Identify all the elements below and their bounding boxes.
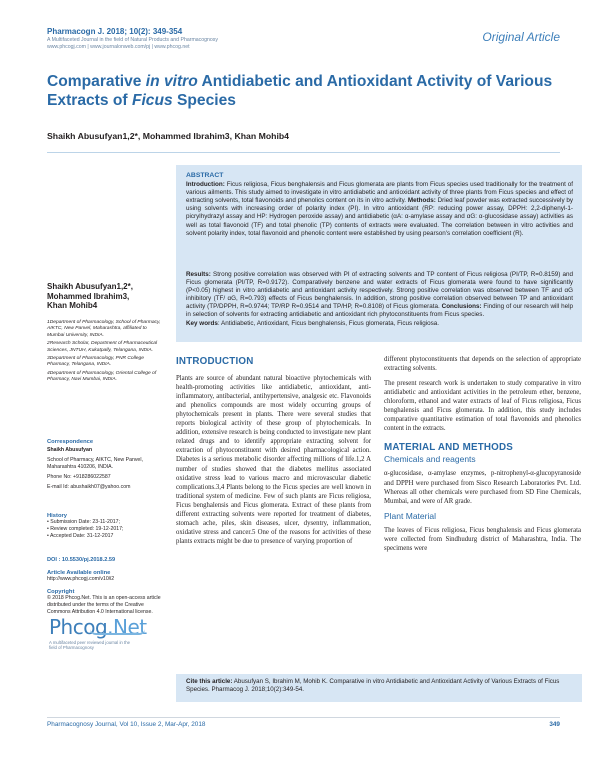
journal-websites[interactable]: www.phcogj.com | www.journalonweb.com/pj | www.phcog.net — [47, 44, 190, 50]
correspondence-email[interactable]: E-mail Id: abushaikh07@yahoo.com — [47, 483, 131, 490]
chemicals-subheading: Chemicals and reagents — [384, 454, 476, 465]
methods-paragraph: α-glucosidase, α-amylase enzymes, p-nitrophenyl-α-glucopyranoside and DPPH were purchased from Sisco Research Laboratories Pvt. Ltd. Whereas all other chemicals were purchased from SD Fine Chemicals, Mumbai, and were of AR grade. — [384, 470, 581, 505]
title-divider — [47, 152, 560, 153]
abstract-box-top — [176, 165, 582, 271]
introduction-paragraph: The present research work is undertaken to study comparative in vitro antidiabetic and antioxidant activities in the petroleum ether, benzene, chloroform, ethanol and water extracts of leaf of Ficus religiosa, Ficus benghalensis and Ficus glomerata. In addition, this study includes comparative quantitative estimation of total flavonoids and phenolics content in the extracts. — [384, 380, 581, 433]
logo-wordmark: Phcog.Net — [49, 615, 147, 639]
keywords-label: Key words — [186, 319, 218, 327]
abstract-conclusions-label: Conclusions: — [441, 303, 482, 311]
correspondence-name: Shaikh Abusufyan — [47, 447, 93, 453]
abstract-conclusions: Finding of our research will help in selection of solvents for extracting antidiabetic and antioxidant rich phytoconstituents from Ficus species. — [186, 303, 574, 319]
methods-heading: MATERIAL AND METHODS — [384, 442, 513, 454]
history-heading: History — [47, 513, 67, 519]
introduction-paragraph: Plants are source of abundant natural bioactive phytochemicals with health-promoting activities like antidiabetic, antioxidant, anti-inflammatory, antibacterial, antihypertensive, analgesic etc. Flavonoids and phenolics compounds are most widely occurring groups of phytochemicals present in plants. There were several studies that reports biological activity of these group of phytochemicals. In addition, extensive research is being conducted to investigate new plant related drugs and to identify appropriate extracting solvent for extraction of phytoconstituent with desired pharmacological action. Diabetes is a serious metabolic disorder affecting millions of life.1,2 A number of studies showed that the diabetes mellitus associated oxidative stress lead to various macro and microvascular diabetic complications.3,4 Plants belong to the Ficus species are well known in traditional system of medicine. Few of such plants are Ficus religiosa, Ficus benghalensis and Ficus glomerata. Extract of these plants from different extracting solvents were reported for treatment of diabetes, stomach ache, piles, skin diseases, ulcer, dysentry, inflammation, oxidative stress and cancer.5 One of the reasons for activities of these plants extracts might be due to presence of varying proportion of — [176, 375, 371, 545]
affiliations — [47, 320, 165, 386]
affiliation: 1Department of Pharmacology, School of Pharmacy, AIKTC, New Panvel, Maharashtra, affiliated to Mumbai University, INDIA. — [47, 320, 161, 338]
abstract-intro: Ficus religiosa, Ficus benghalensis and Ficus glomerata are plants from Ficus species used traditionally for the treatment of various ailments. This study aimed to investigate in vitro antidiabetic and antioxidant activity of three plants from Ficus species and effect of extracting solvents, total flavonoids and phenolics content on its in vitro activity. — [186, 181, 573, 205]
logo-swoosh-icon — [90, 629, 145, 635]
author-line: Shaikh Abusufyan1,2*, Mohammed Ibrahim3, Khan Mohib4 — [47, 131, 290, 141]
cite-this-article-box — [176, 674, 582, 702]
history-item: • Submission Date: 23-11-2017; — [47, 519, 120, 525]
column-right — [384, 355, 581, 559]
footer-journal-issue: Pharmacognosy Journal, Vol 10, Issue 2, Mar-Apr, 2018 — [47, 721, 206, 728]
cite-label: Cite this article: — [186, 678, 233, 685]
phcog-net-logo — [49, 615, 147, 655]
journal-header — [47, 27, 377, 51]
abstract-results: Strong positive correlation was observed with PI of extracting solvents and TP content of Ficus religiosa (PI/TP, R=0.8159) and Ficus glomerata (PI/TP, R=0.9172). Comparatively benzene and water extracts of Ficus glomerata were found to have significantly (P<0.05) highest in vitro antidiabetic and antioxidant activity respectively. Strong positive correlation was observed between TF and αG inhibitory (TF/ αG, R=0.793) effects of Ficus benghalensis. In addition, strong positive correlation observed between TP and antioxidant activity (TP/DPPH, R=0.9744; TP/RP R=0.9514 and TP/HP, R=0.8108) of Ficus glomerata. — [186, 271, 573, 311]
sidebar-author: Khan Mohib4 — [47, 301, 98, 311]
logo-tagline: A multifaceted peer reviewed journal in the field of Pharmacognosy — [49, 640, 130, 650]
copyright-text: © 2018 Phcog.Net. This is an open-access article distributed under the terms of the Creative Commons Attribution 4.0 International license. — [47, 594, 161, 615]
abstract-heading: ABSTRACT — [186, 172, 224, 179]
article-online-heading: Article Available online — [47, 569, 111, 576]
plant-material-subheading: Plant Material — [384, 510, 436, 521]
journal-citation: Pharmacogn J. 2018; 10(2): 349-354 — [47, 27, 183, 36]
correspondence-heading: Correspondence — [47, 439, 94, 445]
introduction-paragraph: different phytoconstituents that depends on the selection of appropriate extracting solvents. — [384, 356, 581, 373]
history-item: • Review completed: 19-12-2017; — [47, 525, 124, 532]
affiliation: 4Department of Pharmacology, Oriental College of Pharmacy, Navi Mumbai, INDIA. — [47, 370, 157, 383]
history-item: • Accepted Date: 31-12-2017 — [47, 532, 114, 539]
doi[interactable]: DOI : 10.5530/pj.2018.2.59 — [47, 557, 116, 563]
journal-subtitle: A Multifaceted Journal in the field of Natural Products and Pharmacognosy — [47, 37, 218, 43]
page-footer — [47, 717, 560, 731]
copyright-heading: Copyright — [47, 588, 75, 595]
sidebar-author: Shaikh Abusufyan1,2*, — [47, 282, 133, 291]
sidebar-author: Mohammed Ibrahim3, — [47, 291, 130, 301]
correspondence-block — [47, 439, 165, 491]
correspondence-address: School of Pharmacy, AIKTC, New Panvel, Maharashtra 410206, INDIA. — [47, 456, 143, 470]
sidebar-author-names — [47, 282, 172, 311]
introduction-heading: INTRODUCTION — [176, 356, 254, 367]
column-introduction — [176, 357, 371, 552]
doi-block — [47, 557, 165, 616]
abstract-methods: Dried leaf powder was extracted successively by using solvents with increasing order of polarity index (PI). In vitro antioxidant (RP: reducing power assay, DPPH: 2,2-diphenyl-1-picrylhydrazyl assay and HP: Hydrogen peroxide assay) and antidiabetic (αA: α-amylase assay and αG: α-glucosidase assay) activities as well as total flavonoid (TF) and total phenolic (TP) contents of extracts were evaluated. The correlation between in vitro activities and solvent polarity index, total flavonoid and phenolic content were established by using pearson's correlation coefficient (R). — [186, 197, 574, 237]
abstract-results-label: Results: — [186, 271, 211, 278]
affiliation: 2Research Scholar, Department of Pharmaceutical Sciences, JNTUH, Kukatpally, Telangana, INDIA. — [47, 341, 158, 353]
article-type-label: Original Article — [482, 30, 560, 44]
history-block — [47, 513, 165, 540]
keywords: : Antidiabetic, Antioxidant, Ficus benghalensis, Ficus glomerata, Ficus religiosa. — [217, 319, 440, 327]
affiliation: 3Department of Pharmacology, PNR College Pharmacy, Telangana, INDIA. — [47, 356, 144, 368]
cite-text: Abusufyan S, Ibrahim M, Mohib K. Comparative in vitro Antidiabetic and Antioxidant Activity of Various Extracts of Ficus Species. Pharmacog J. 2018;10(2):349-54. — [186, 678, 560, 694]
abstract-methods-label: Methods: — [407, 197, 436, 205]
correspondence-phone: Phone No: +918286022587 — [47, 473, 111, 480]
article-title: Comparative in vitro Antidiabetic and Antioxidant Activity of Various Extracts of Ficus Species — [47, 73, 553, 109]
methods-paragraph: The leaves of Ficus religiosa, Ficus benghalensis and Ficus glomerata were collected from Sindhudurg district of Maharashtra, India. The specimens were — [384, 526, 581, 552]
article-online-url[interactable]: http://www.phcogj.com/v10/i2 — [47, 575, 115, 582]
abstract-box-bottom — [176, 271, 582, 342]
abstract-intro-label: Introduction: — [186, 181, 225, 189]
page-number: 349 — [549, 721, 560, 728]
